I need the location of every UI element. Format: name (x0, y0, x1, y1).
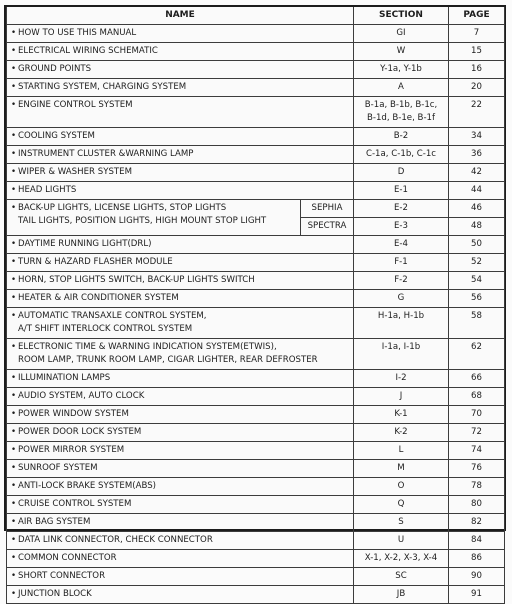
entry-name: ILLUMINATION LAMPS (18, 373, 111, 383)
entry-name: AUTOMATIC TRANSAXLE CONTROL SYSTEM, (18, 311, 207, 321)
page-number: 7 (473, 28, 480, 38)
section-cell (354, 97, 449, 128)
page-number: 34 (471, 131, 482, 141)
table-row (7, 308, 505, 339)
section-code: S (398, 517, 404, 527)
section-cell (354, 424, 449, 442)
bullet-icon: • (11, 481, 17, 491)
entry-name: HOW TO USE THIS MANUAL (18, 28, 137, 38)
section-cell (354, 79, 449, 97)
bullet-icon: • (11, 445, 17, 455)
section-cell (354, 568, 449, 586)
entry-name-cell (7, 586, 354, 604)
entry-name-cell (7, 43, 354, 61)
entry-name: STARTING SYSTEM, CHARGING SYSTEM (18, 82, 187, 92)
page-cell (449, 442, 505, 460)
bullet-icon: • (11, 517, 17, 527)
entry-name-cell (7, 236, 354, 254)
section-code: L (398, 445, 404, 455)
table-row (7, 164, 505, 182)
page-number: 36 (471, 149, 482, 159)
page-number: 48 (449, 217, 504, 235)
page-number: 22 (471, 100, 482, 110)
entry-name-cell (7, 568, 354, 586)
entry-name: CRUISE CONTROL SYSTEM (18, 499, 132, 509)
section-code: SC (395, 571, 407, 581)
entry-name-cell (7, 25, 354, 43)
page-number: 16 (471, 64, 482, 74)
page-cell (449, 25, 505, 43)
model-variant-column (300, 200, 353, 235)
page-number: 80 (471, 499, 482, 509)
bullet-icon: • (11, 589, 17, 599)
entry-name: HEATER & AIR CONDITIONER SYSTEM (18, 293, 179, 303)
bullet-icon: • (11, 167, 17, 177)
section-code: J (399, 391, 403, 401)
page-number: 76 (471, 463, 482, 473)
page-cell (449, 290, 505, 308)
section-code: K-1 (394, 409, 408, 419)
entry-name-cell (7, 128, 354, 146)
entry-name: TURN & HAZARD FLASHER MODULE (18, 257, 173, 267)
page-cell (449, 532, 505, 550)
section-cell (354, 272, 449, 290)
section-cell (354, 290, 449, 308)
entry-name: POWER DOOR LOCK SYSTEM (18, 427, 142, 437)
entry-name-cell (7, 182, 354, 200)
page-cell (449, 97, 505, 128)
page-number: 91 (471, 589, 482, 599)
entry-name: POWER WINDOW SYSTEM (18, 409, 129, 419)
page-number: 74 (471, 445, 482, 455)
table-row (7, 61, 505, 79)
entry-name: GROUND POINTS (18, 64, 92, 74)
page-cell (449, 496, 505, 514)
section-cell (354, 339, 449, 370)
section-code: Y-1a, Y-1b (380, 64, 422, 74)
entry-name: JUNCTION BLOCK (18, 589, 92, 599)
bullet-icon: • (11, 185, 17, 195)
bullet-icon: • (11, 239, 17, 249)
table-row (7, 200, 505, 236)
page-cell (449, 406, 505, 424)
section-cell (354, 460, 449, 478)
table-row (7, 97, 505, 128)
page-number: 52 (471, 257, 482, 267)
page-number: 58 (471, 311, 482, 321)
table-row (7, 532, 505, 550)
page-number: 20 (471, 82, 482, 92)
section-cell (354, 442, 449, 460)
entry-name-cell (7, 424, 354, 442)
entry-name: HORN, STOP LIGHTS SWITCH, BACK-UP LIGHTS SWITCH (18, 275, 255, 285)
section-code: I-2 (395, 373, 407, 383)
table-row (7, 182, 505, 200)
entry-name-cell (7, 254, 354, 272)
section-code: O (397, 481, 405, 491)
section-cell (354, 478, 449, 496)
entry-name: POWER MIRROR SYSTEM (18, 445, 125, 455)
entry-name-cell (7, 388, 354, 406)
entry-name: INSTRUMENT CLUSTER &WARNING LAMP (18, 149, 194, 159)
entry-name-cell (7, 496, 354, 514)
section-code: E-3 (354, 217, 448, 235)
page-cell (449, 254, 505, 272)
page-number: 86 (471, 553, 482, 563)
entry-name: TAIL LIGHTS, POSITION LIGHTS, HIGH MOUNT STOP LIGHT (18, 216, 267, 226)
entry-name: COOLING SYSTEM (18, 131, 95, 141)
section-cell (354, 406, 449, 424)
bullet-icon: • (11, 373, 17, 383)
table-row (7, 236, 505, 254)
page-cell (449, 43, 505, 61)
model-variant-label: SEPHIA (311, 203, 343, 213)
table-row (7, 25, 505, 43)
table-row (7, 128, 505, 146)
entry-name: A/T SHIFT INTERLOCK CONTROL SYSTEM (18, 324, 193, 334)
section-code: K-2 (394, 427, 408, 437)
entry-name: DAYTIME RUNNING LIGHT(DRL) (18, 239, 152, 249)
contents-page (4, 5, 506, 599)
section-code: F-1 (394, 257, 408, 267)
contents-table (6, 7, 505, 604)
page-cell (449, 128, 505, 146)
section-code: C-1a, C-1b, C-1c (365, 149, 437, 159)
name-column-header: NAME (7, 7, 354, 25)
section-cell (354, 254, 449, 272)
bullet-icon: • (11, 293, 17, 303)
section-code: E-4 (394, 239, 408, 249)
page-cell (449, 272, 505, 290)
entry-name-cell (7, 532, 354, 550)
table-row (7, 406, 505, 424)
table-row (7, 460, 505, 478)
page-number: 84 (471, 535, 482, 545)
page-cell (449, 146, 505, 164)
entry-name-cell (7, 478, 354, 496)
page-number: 50 (471, 239, 482, 249)
table-row (7, 568, 505, 586)
bullet-icon: • (11, 149, 17, 159)
section-cell (354, 496, 449, 514)
page-cell (449, 550, 505, 568)
entry-name-cell (7, 290, 354, 308)
bullet-icon: • (11, 257, 17, 267)
entry-name-cell (7, 339, 354, 370)
bullet-icon: • (11, 82, 17, 92)
bullet-icon: • (11, 463, 17, 473)
section-code: X-1, X-2, X-3, X-4 (364, 553, 438, 563)
table-row (7, 514, 505, 532)
page-cell (449, 586, 505, 604)
entry-name: BACK-UP LIGHTS, LICENSE LIGHTS, STOP LIGHTS (18, 203, 227, 213)
section-cell (354, 388, 449, 406)
bullet-icon: • (11, 203, 17, 213)
page-number: 46 (471, 203, 482, 213)
entry-name: ELECTRONIC TIME & WARNING INDICATION SYSTEM(ETWIS), (18, 342, 277, 352)
table-row (7, 79, 505, 97)
section-code: A (398, 82, 404, 92)
section-cell (354, 146, 449, 164)
section-code: H-1a, H-1b (377, 311, 425, 321)
page-cell (449, 478, 505, 496)
entry-name: AIR BAG SYSTEM (18, 517, 91, 527)
table-row (7, 388, 505, 406)
page-cell (449, 164, 505, 182)
section-code: E-1 (394, 185, 408, 195)
table-row (7, 146, 505, 164)
bullet-icon: • (11, 499, 17, 509)
entry-name: AUDIO SYSTEM, AUTO CLOCK (18, 391, 145, 401)
contents-rows (7, 25, 505, 604)
section-code: B-1d, B-1e, B-1f (366, 113, 436, 123)
page-cell (449, 514, 505, 532)
page-number: 72 (471, 427, 482, 437)
table-row (7, 272, 505, 290)
page-number: 44 (471, 185, 482, 195)
section-cell (354, 128, 449, 146)
bullet-icon: • (11, 391, 17, 401)
table-row (7, 254, 505, 272)
table-row (7, 339, 505, 370)
page-cell (449, 308, 505, 339)
section-code: E-2 (394, 203, 408, 213)
page-number: 66 (471, 373, 482, 383)
table-row (7, 424, 505, 442)
page-number: 70 (471, 409, 482, 419)
page-cell (449, 79, 505, 97)
section-code: I-1a, I-1b (381, 342, 421, 352)
entry-name-cell (7, 442, 354, 460)
entry-name-cell (7, 460, 354, 478)
bullet-icon: • (11, 553, 17, 563)
section-code: GI (396, 28, 406, 38)
section-cell (354, 550, 449, 568)
entry-name-cell (7, 514, 354, 532)
table-row (7, 550, 505, 568)
section-column-header: SECTION (354, 7, 449, 25)
page-number: 90 (471, 571, 482, 581)
section-code: W (396, 46, 406, 56)
bullet-icon: • (11, 28, 17, 38)
entry-name: ENGINE CONTROL SYSTEM (18, 100, 133, 110)
table-row (7, 478, 505, 496)
bullet-icon: • (11, 571, 17, 581)
section-code: F-2 (394, 275, 408, 285)
entry-name-cell (7, 146, 354, 164)
section-cell (354, 586, 449, 604)
table-row (7, 496, 505, 514)
page-number: 15 (471, 46, 482, 56)
bullet-icon: • (11, 100, 17, 110)
section-cell (354, 532, 449, 550)
section-code: JB (396, 589, 406, 599)
table-row (7, 586, 505, 604)
page-cell (449, 182, 505, 200)
page-number: 68 (471, 391, 482, 401)
page-number: 62 (471, 342, 482, 352)
page-cell (449, 388, 505, 406)
section-code: U (397, 535, 405, 545)
page-number: 78 (471, 481, 482, 491)
bullet-icon: • (11, 311, 17, 321)
entry-name-cell (7, 370, 354, 388)
section-cell (354, 370, 449, 388)
entry-name: SUNROOF SYSTEM (18, 463, 98, 473)
entry-name-cell (7, 272, 354, 290)
table-row (7, 43, 505, 61)
section-cell (354, 236, 449, 254)
page-cell (449, 200, 505, 236)
model-variant-label: SPECTRA (301, 217, 353, 235)
entry-name-cell (7, 97, 354, 128)
page-cell (449, 236, 505, 254)
entry-name: WIPER & WASHER SYSTEM (18, 167, 132, 177)
bullet-icon: • (11, 64, 17, 74)
entry-name: ANTI-LOCK BRAKE SYSTEM(ABS) (18, 481, 157, 491)
page-column-header: PAGE (449, 7, 505, 25)
entry-name-cell (7, 79, 354, 97)
entry-name-cell (7, 164, 354, 182)
section-code: M (397, 463, 405, 473)
section-code: D (397, 167, 405, 177)
section-cell (354, 164, 449, 182)
page-cell (449, 568, 505, 586)
page-cell (449, 424, 505, 442)
bullet-icon: • (11, 342, 17, 352)
page-number: 42 (471, 167, 482, 177)
entry-name-cell (7, 550, 354, 568)
page-cell (449, 370, 505, 388)
section-cell (354, 200, 449, 236)
page-cell (449, 460, 505, 478)
page-cell (449, 339, 505, 370)
entry-name: HEAD LIGHTS (18, 185, 77, 195)
entry-name: ELECTRICAL WIRING SCHEMATIC (18, 46, 158, 56)
table-row (7, 442, 505, 460)
entry-name: COMMON CONNECTOR (18, 553, 117, 563)
page-number: 54 (471, 275, 482, 285)
page-cell (449, 61, 505, 79)
header-row (7, 7, 505, 25)
section-cell (354, 61, 449, 79)
bullet-icon: • (11, 131, 17, 141)
bullet-icon: • (11, 275, 17, 285)
page-number: 82 (471, 517, 482, 527)
entry-name-cell (7, 200, 354, 236)
entry-name-cell (7, 406, 354, 424)
bullet-icon: • (11, 427, 17, 437)
page-number: 56 (471, 293, 482, 303)
section-cell (354, 182, 449, 200)
section-cell (354, 25, 449, 43)
entry-name: SHORT CONNECTOR (18, 571, 106, 581)
bullet-icon: • (11, 409, 17, 419)
section-code: G (397, 293, 405, 303)
section-code: B-2 (393, 131, 409, 141)
entry-name-cell (7, 308, 354, 339)
entry-name: ROOM LAMP, TRUNK ROOM LAMP, CIGAR LIGHTER, REAR DEFROSTER (18, 355, 318, 365)
section-code: B-1a, B-1b, B-1c, (364, 100, 438, 110)
entry-name-cell (7, 61, 354, 79)
table-row (7, 370, 505, 388)
bullet-icon: • (11, 46, 17, 56)
table-row (7, 290, 505, 308)
section-cell (354, 43, 449, 61)
entry-name: DATA LINK CONNECTOR, CHECK CONNECTOR (18, 535, 213, 545)
section-cell (354, 514, 449, 532)
bullet-icon: • (11, 535, 17, 545)
section-cell (354, 308, 449, 339)
section-code: Q (397, 499, 405, 509)
